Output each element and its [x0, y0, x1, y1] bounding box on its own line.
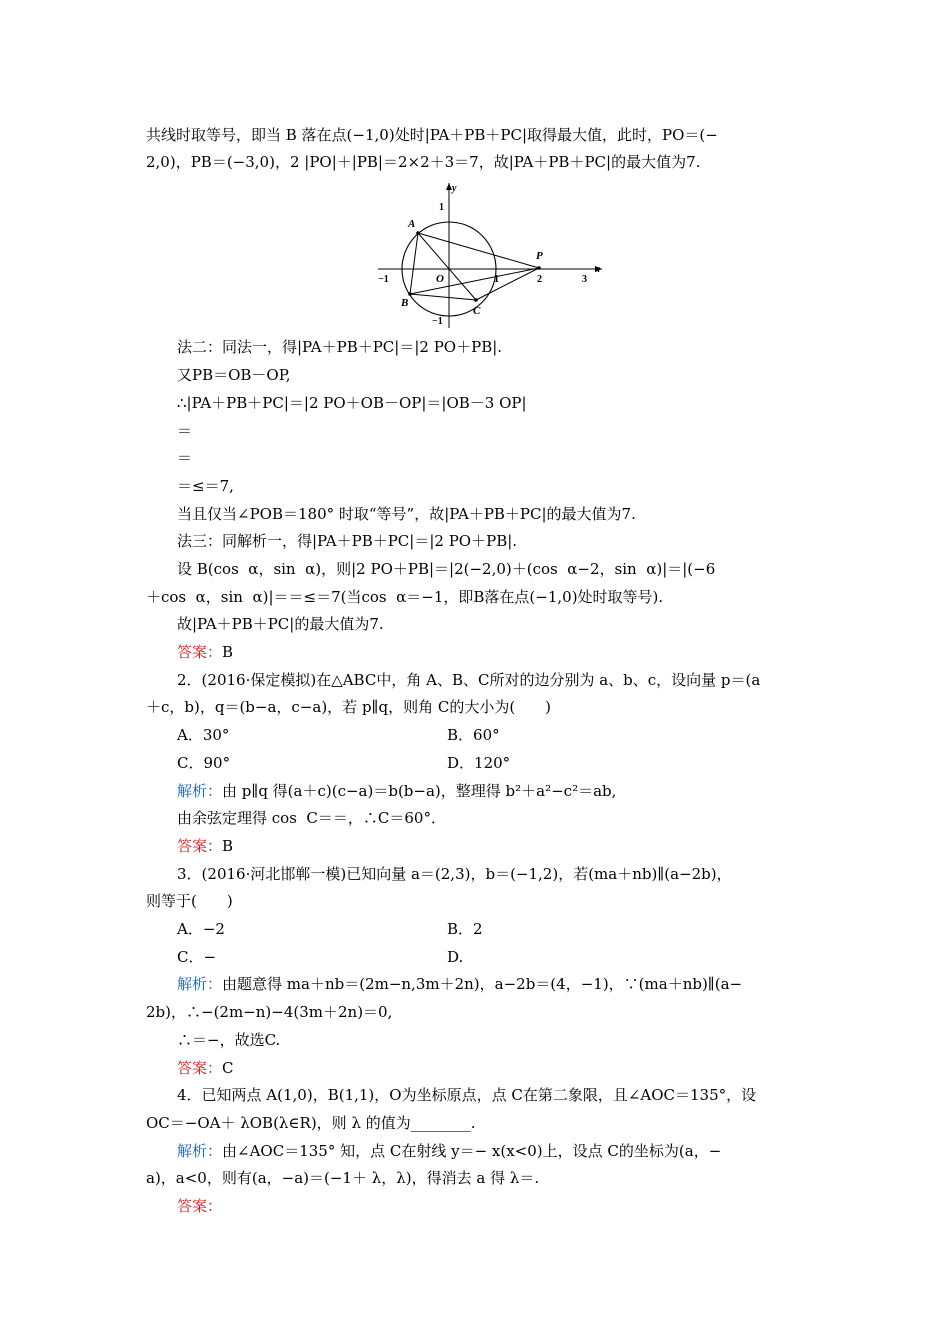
text-line: 法三：同解析一，得|PA＋PB＋PC|＝|2 PO＋PB|. — [177, 532, 518, 550]
option-d: D. — [447, 948, 464, 966]
question-3: 3．(2016·河北邯郸一模)已知向量 a＝(2,3)，b＝(−1,2)，若(ma＋nb)∥(a−2b)， — [177, 865, 732, 883]
point-label-a: A — [408, 218, 416, 230]
text-line: ＝≤＝7, — [177, 477, 234, 495]
text-line: 又PB＝OB－OP, — [177, 366, 291, 384]
circle-vector-diagram — [368, 178, 608, 333]
option-c: C．90° — [177, 754, 231, 772]
option-a: A．−2 — [177, 920, 225, 938]
answer-value: B — [222, 837, 234, 855]
analysis-label: 解析： — [177, 975, 223, 993]
text-line: ∴＝−，故选C. — [177, 1031, 281, 1049]
point-label-c: C — [473, 305, 481, 317]
text-line: ＋cos α，sin α)|＝＝≤＝7(当cos α＝−1，即B落在点(−1,0)处时取等号). — [146, 588, 664, 606]
answer-line — [177, 836, 233, 856]
question-2: 2．(2016·保定模拟)在△ABC中，角 A、B、C所对的边分别为 a、b、c，设向量 p＝(a — [177, 671, 761, 689]
answer-value: B — [222, 643, 234, 661]
answer-line — [177, 642, 233, 662]
tick-label: −1 — [432, 316, 443, 327]
point-label-b: B — [401, 297, 409, 309]
text-line: ∴|PA＋PB＋PC|＝|2 PO＋OB－OP|＝|OB－3 OP| — [177, 394, 527, 412]
text-line: 2b)，∴−(2m−n)−4(3m＋2n)＝0, — [146, 1003, 393, 1021]
option-c: C．− — [177, 948, 217, 966]
answer-label: 答案： — [177, 1197, 223, 1215]
option-a: A．30° — [177, 726, 230, 744]
text-line: ＝ — [177, 422, 193, 440]
tick-label: 2 — [537, 274, 542, 285]
text-line: a)，a<0，则有(a，−a)＝(−1＋ λ，λ)，得消去 a 得 λ＝. — [146, 1169, 540, 1187]
analysis-label: 解析： — [177, 1142, 223, 1160]
origin-label: O — [436, 273, 444, 285]
answer-value: C — [222, 1059, 234, 1077]
text-line: 共线时取等号，即当 B 落在点(−1,0)处时|PA＋PB＋PC|取得最大值，此时，PO＝(− — [146, 126, 718, 144]
option-b: B．60° — [447, 726, 500, 744]
tick-label: 3 — [582, 274, 587, 285]
option-b: B．2 — [447, 920, 483, 938]
option-d: D．120° — [447, 754, 511, 772]
text-line: ＋c，b)，q＝(b−a，c−a)，若 p∥q，则角 C的大小为( ) — [146, 698, 552, 716]
x-axis-label: x — [595, 264, 600, 275]
tick-label: 1 — [439, 202, 444, 213]
answer-line — [177, 1196, 222, 1216]
text-line: 由余弦定理得 cos C＝＝，∴C＝60°． — [177, 809, 446, 827]
analysis-label: 解析： — [177, 782, 223, 800]
text-line: 设 B(cos α，sin α)，则|2 PO＋PB|＝|2(−2,0)＋(cos α−2，sin α)|＝|(−6 — [177, 560, 716, 578]
answer-line — [177, 1058, 234, 1078]
text-line: ＝ — [177, 449, 193, 467]
point-label-p: P — [536, 250, 543, 262]
analysis-line: 解析：由题意得 ma＋nb＝(2m−n,3m＋2n)，a−2b＝(4，−1)，∵(ma＋nb)∥(a− — [177, 975, 743, 993]
text-line: 故|PA＋PB＋PC|的最大值为7. — [177, 615, 384, 633]
answer-label: 答案： — [177, 1059, 223, 1077]
tick-label: −1 — [378, 274, 389, 285]
answer-label: 答案： — [177, 643, 223, 661]
text-line: OC＝−OA＋ λOB(λ∈R)，则 λ 的值为________. — [146, 1114, 476, 1132]
text-line: 法二：同法一，得|PA＋PB＋PC|＝|2 PO＋PB|. — [177, 338, 503, 356]
y-axis-label: y — [452, 183, 457, 194]
analysis-line: 解析：由 p∥q 得(a＋c)(c−a)＝b(b−a)，整理得 b²＋a²−c²＝ab, — [177, 782, 617, 800]
text-line: 当且仅当∠POB＝180° 时取“等号”，故|PA＋PB＋PC|的最大值为7. — [177, 505, 636, 523]
text-line: 2,0)，PB＝(−3,0)，2 |PO|＋|PB|＝2×2＋3＝7，故|PA＋PB＋PC|的最大值为7. — [146, 153, 701, 171]
tick-label: 1 — [494, 274, 499, 285]
answer-label: 答案： — [177, 837, 223, 855]
text-line: 则等于( ) — [146, 892, 233, 910]
analysis-line: 解析：由∠AOC＝135° 知，点 C在射线 y＝− x(x<0)上，设点 C的坐标为(a，− — [177, 1142, 722, 1160]
question-4: 4．已知两点 A(1,0)，B(1,1)，O为坐标原点，点 C在第二象限，且∠AOC＝135°，设 — [177, 1086, 757, 1104]
